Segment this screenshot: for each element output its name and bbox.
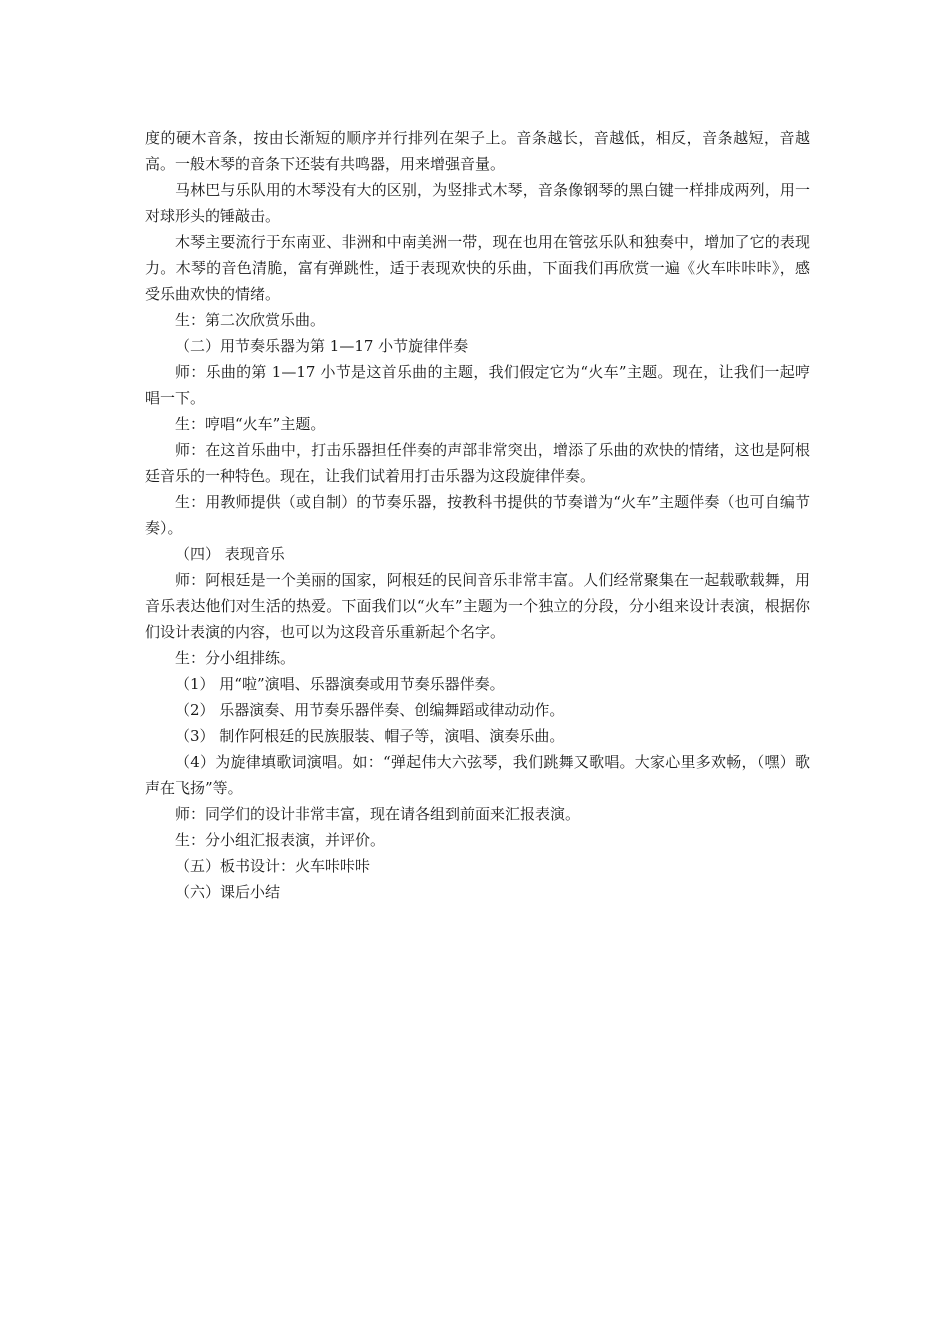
section-heading: （五）板书设计：火车咔咔咔 — [175, 857, 371, 875]
list-item: （2） 乐器演奏、用节奏乐器伴奏、创编舞蹈或律动动作。 — [175, 701, 565, 719]
paragraph: 师：在这首乐曲中，打击乐器担任伴奏的声部非常突出，增添了乐曲的欢快的情绪，这也是阿根廷音乐的一种特色。现在，让我们试着用打击乐器为这段旋律伴奏。 — [145, 441, 810, 485]
section-heading: （六）课后小结 — [175, 883, 281, 901]
paragraph: 师：同学们的设计非常丰富，现在请各组到前面来汇报表演。 — [175, 805, 581, 823]
paragraph: 马林巴与乐队用的木琴没有大的区别，为竖排式木琴，音条像钢琴的黑白键一样排成两列，用一对球形头的锤敲击。 — [145, 181, 810, 225]
list-item: （1） 用“啦”演唱、乐器演奏或用节奏乐器伴奏。 — [175, 675, 505, 693]
paragraph: 生：分小组排练。 — [175, 649, 296, 667]
paragraph: 生：哼唱“火车”主题。 — [175, 415, 326, 433]
paragraph: 度的硬木音条，按由长渐短的顺序并行排列在架子上。音条越长，音越低，相反，音条越短，音越高。一般木琴的音条下还装有共鸣器，用来增强音量。 — [145, 129, 810, 173]
section-heading: （四） 表现音乐 — [175, 545, 285, 563]
paragraph: 师：乐曲的第 1—17 小节是这首乐曲的主题，我们假定它为“火车”主题。现在，让我们一起哼唱一下。 — [145, 363, 810, 407]
list-item: （3） 制作阿根廷的民族服装、帽子等，演唱、演奏乐曲。 — [175, 727, 565, 745]
paragraph: 师：阿根廷是一个美丽的国家，阿根廷的民间音乐非常丰富。人们经常聚集在一起载歌载舞，用音乐表达他们对生活的热爱。下面我们以“火车”主题为一个独立的分段，分小组来设计表演，根据你们设计表演的内容，也可以为这段音乐重新起个名字。 — [145, 571, 810, 641]
section-heading: （二）用节奏乐器为第 1—17 小节旋律伴奏 — [175, 337, 469, 355]
paragraph: 生：分小组汇报表演，并评价。 — [175, 831, 386, 849]
document-body — [145, 125, 810, 905]
paragraph: 生：第二次欣赏乐曲。 — [175, 311, 326, 329]
paragraph: 生：用教师提供（或自制）的节奏乐器，按教科书提供的节奏谱为“火车”主题伴奏（也可自编节奏）。 — [145, 493, 810, 537]
paragraph: 木琴主要流行于东南亚、非洲和中南美洲一带，现在也用在管弦乐队和独奏中，增加了它的表现力。木琴的音色清脆，富有弹跳性，适于表现欢快的乐曲，下面我们再欣赏一遍《火车咔咔咔》，感受乐曲欢快的情绪。 — [145, 233, 810, 303]
list-item: （4）为旋律填歌词演唱。如：“弹起伟大六弦琴，我们跳舞又歌唱。大家心里多欢畅，（嘿）歌声在飞扬”等。 — [145, 753, 810, 797]
